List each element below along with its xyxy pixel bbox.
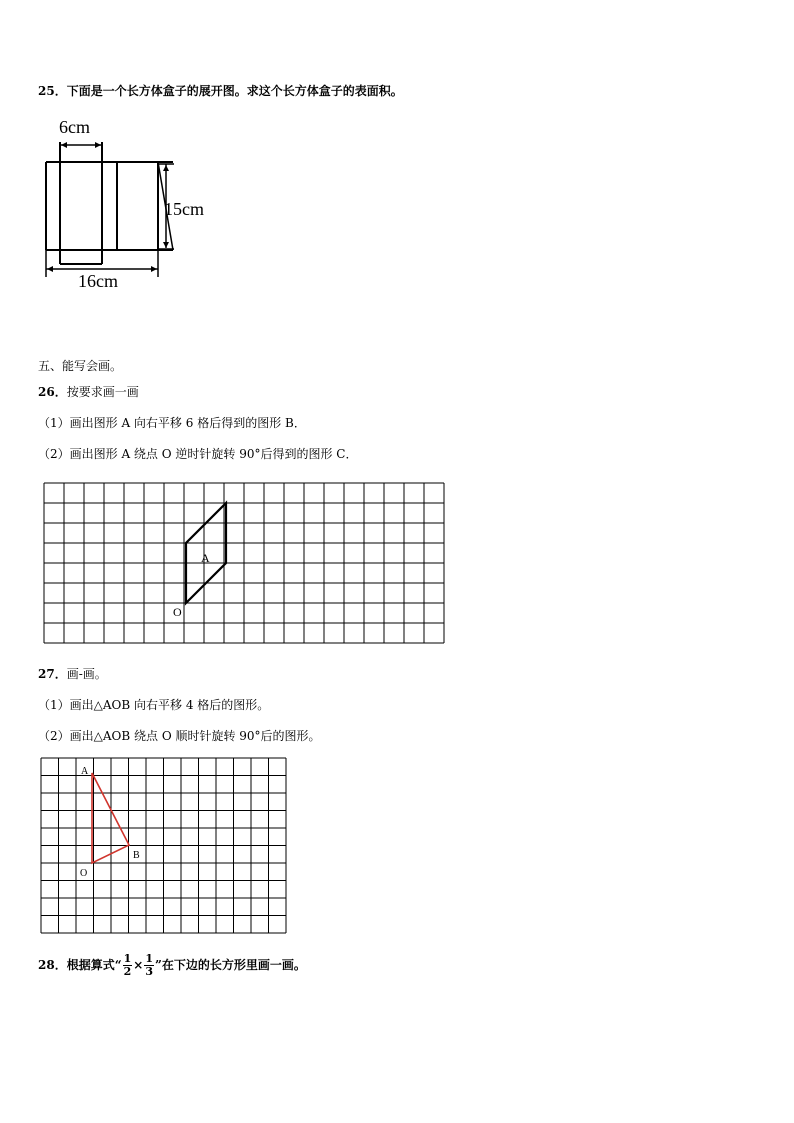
length-label: 16cm	[78, 271, 118, 291]
frac2-den: 3	[145, 965, 153, 978]
q26-number: 26．	[38, 385, 67, 399]
q26-heading	[38, 385, 139, 399]
times-sign: ×	[133, 958, 144, 972]
label-o: O	[80, 868, 88, 879]
frac2-num: 1	[145, 952, 153, 965]
q28-heading	[38, 947, 306, 983]
q26-grid	[43, 482, 447, 648]
height-label: 15cm	[164, 199, 204, 219]
label-a: A	[81, 766, 89, 777]
q27-grid	[40, 757, 290, 937]
shape-a-label: A	[201, 551, 210, 565]
q27-item2: （2）画出△AOB 绕点 O 顺时针旋转 90°后的图形。	[38, 729, 321, 743]
q26-item1: （1）画出图形 A 向右平移 6 格后得到的图形 B．	[38, 416, 306, 430]
q27-title: 画-画。	[66, 667, 107, 681]
q25-text: 下面是一个长方体盒子的展开图。求这个长方体盒子的表面积。	[66, 84, 403, 98]
q28-number: 28．	[38, 958, 67, 972]
width-label: 6cm	[59, 117, 90, 137]
label-b: B	[133, 850, 140, 861]
point-o-label: O	[173, 605, 182, 619]
q25-heading	[38, 84, 403, 98]
q28-text-before: 根据算式“	[66, 958, 122, 972]
q27-item1: （1）画出△AOB 向右平移 4 格后的图形。	[38, 698, 270, 712]
q27-heading	[38, 667, 107, 681]
q25-number: 25．	[38, 84, 67, 98]
fraction-one-third	[144, 953, 154, 978]
fraction-one-half	[123, 953, 133, 978]
frac1-num: 1	[123, 952, 132, 965]
q27-number: 27．	[38, 667, 67, 681]
box-net-figure	[40, 112, 240, 292]
q26-item2: （2）画出图形 A 绕点 O 逆时针旋转 90°后得到的图形 C．	[38, 447, 358, 461]
q28-text-after: ”在下边的长方形里画一画。	[154, 958, 306, 972]
frac1-den: 2	[123, 965, 132, 978]
q26-title: 按要求画一画	[66, 385, 139, 399]
section-title: 五、能写会画。	[38, 359, 123, 373]
